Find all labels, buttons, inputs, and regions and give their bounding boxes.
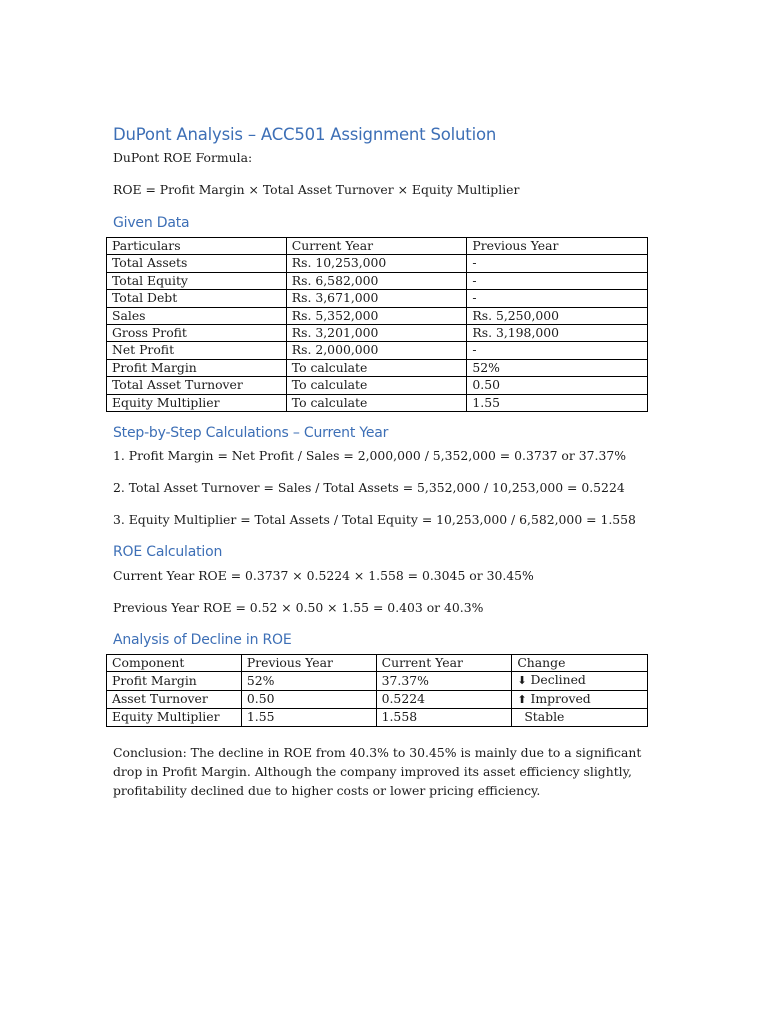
change-label: Improved — [530, 690, 591, 706]
table-header-cell: Change — [512, 655, 648, 672]
change-label: Declined — [530, 672, 586, 688]
table-cell: Profit Margin — [107, 359, 287, 376]
table-cell: 1.558 — [376, 709, 512, 726]
table-cell: Profit Margin — [107, 672, 242, 690]
table-header-cell: Current Year — [286, 238, 467, 255]
table-cell: Equity Multiplier — [107, 394, 287, 411]
table-cell: 52% — [241, 672, 376, 690]
table-cell: Asset Turnover — [107, 690, 242, 708]
table-cell: - — [467, 342, 648, 359]
table-cell: Net Profit — [107, 342, 287, 359]
table-cell: 0.5224 — [376, 690, 512, 708]
arrow-down-icon: ⬇ — [517, 674, 527, 688]
roe-heading: ROE Calculation — [113, 544, 223, 560]
table-cell: 1.55 — [467, 394, 648, 411]
table-cell: Rs. 3,201,000 — [286, 325, 467, 342]
table-cell: Rs. 6,582,000 — [286, 272, 467, 289]
table-row — [107, 690, 648, 708]
table-row — [107, 290, 648, 307]
table-cell: To calculate — [286, 377, 467, 394]
table-row — [107, 307, 648, 324]
table-cell: - — [467, 255, 648, 272]
table-cell: 0.50 — [467, 377, 648, 394]
arrow-up-icon: ⬆ — [517, 692, 527, 706]
table-row — [107, 394, 648, 411]
roe-current: Current Year ROE = 0.3737 × 0.5224 × 1.558 = 0.3045 or 30.45% — [113, 568, 534, 583]
table-cell: Total Debt — [107, 290, 287, 307]
given-data-heading: Given Data — [113, 215, 190, 231]
table-row — [107, 377, 648, 394]
table-cell: - — [467, 290, 648, 307]
formula-intro: DuPont ROE Formula: — [113, 150, 253, 165]
table-cell — [512, 709, 648, 726]
table-cell: To calculate — [286, 359, 467, 376]
table-cell: Rs. 3,671,000 — [286, 290, 467, 307]
table-header-cell: Component — [107, 655, 242, 672]
table-header-row — [107, 655, 648, 672]
table-row — [107, 359, 648, 376]
table-cell: Equity Multiplier — [107, 709, 242, 726]
analysis-table — [106, 654, 648, 727]
table-cell: 0.50 — [241, 690, 376, 708]
step-profit-margin: 1. Profit Margin = Net Profit / Sales = 2,000,000 / 5,352,000 = 0.3737 or 37.37% — [113, 448, 626, 463]
table-cell: Total Assets — [107, 255, 287, 272]
table-cell: Rs. 3,198,000 — [467, 325, 648, 342]
step-asset-turnover: 2. Total Asset Turnover = Sales / Total Assets = 5,352,000 / 10,253,000 = 0.5224 — [113, 480, 625, 495]
table-cell: 1.55 — [241, 709, 376, 726]
table-header-cell: Particulars — [107, 238, 287, 255]
roe-previous: Previous Year ROE = 0.52 × 0.50 × 1.55 = 0.403 or 40.3% — [113, 600, 484, 615]
analysis-heading: Analysis of Decline in ROE — [113, 632, 292, 648]
given-data-table — [106, 237, 648, 412]
table-cell: Gross Profit — [107, 325, 287, 342]
table-cell: Sales — [107, 307, 287, 324]
table-cell: Rs. 5,250,000 — [467, 307, 648, 324]
table-cell — [512, 690, 648, 708]
table-cell: Total Equity — [107, 272, 287, 289]
document-title: DuPont Analysis – ACC501 Assignment Solution — [113, 125, 497, 144]
table-cell: 37.37% — [376, 672, 512, 690]
change-label: Stable — [524, 709, 565, 725]
table-row — [107, 709, 648, 726]
table-cell: Total Asset Turnover — [107, 377, 287, 394]
table-cell: Rs. 2,000,000 — [286, 342, 467, 359]
table-cell: Rs. 5,352,000 — [286, 307, 467, 324]
table-cell — [512, 672, 648, 690]
table-cell: - — [467, 272, 648, 289]
table-row — [107, 325, 648, 342]
table-row — [107, 342, 648, 359]
table-row — [107, 255, 648, 272]
table-header-cell: Previous Year — [467, 238, 648, 255]
table-cell: Rs. 10,253,000 — [286, 255, 467, 272]
conclusion-text: Conclusion: The decline in ROE from 40.3% to 30.45% is mainly due to a significant drop in Profit Margin. Although the company improved its asset efficiency slightly, profitability declined due to higher costs or lower pricing efficiency. — [113, 745, 642, 798]
step-equity-multiplier: 3. Equity Multiplier = Total Assets / Total Equity = 10,253,000 / 6,582,000 = 1.558 — [113, 512, 636, 527]
steps-heading: Step-by-Step Calculations – Current Year — [113, 425, 389, 441]
table-row — [107, 672, 648, 690]
table-cell: To calculate — [286, 394, 467, 411]
table-row — [107, 272, 648, 289]
table-header-cell: Previous Year — [241, 655, 376, 672]
table-header-row — [107, 238, 648, 255]
formula-text: ROE = Profit Margin × Total Asset Turnover × Equity Multiplier — [113, 182, 520, 197]
table-header-cell: Current Year — [376, 655, 512, 672]
table-cell: 52% — [467, 359, 648, 376]
